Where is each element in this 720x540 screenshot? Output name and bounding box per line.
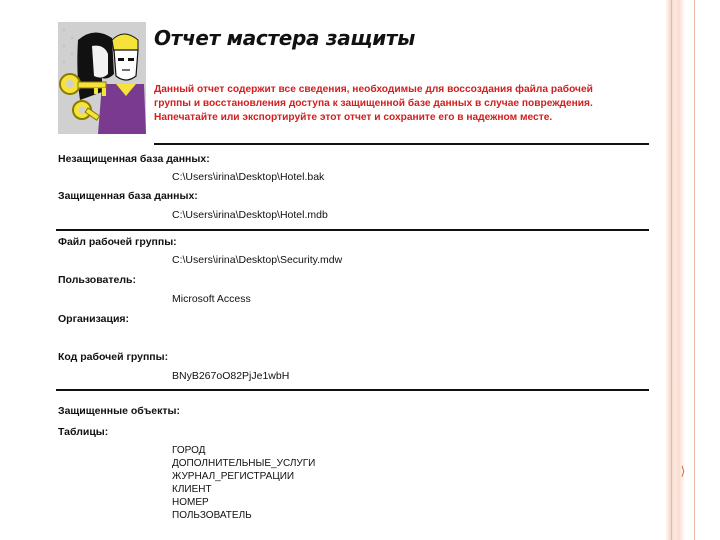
list-item: НОМЕР (172, 497, 209, 508)
secured-db-label: Защищенная база данных: (58, 190, 198, 202)
unsecured-db-label: Незащищенная база данных: (58, 153, 210, 165)
list-item: ГОРОД (172, 445, 206, 456)
security-wizard-logo-icon (58, 22, 146, 134)
workgroup-code-value: BNyB267oO82PjJe1wbH (172, 370, 290, 382)
list-item: ДОПОЛНИТЕЛЬНЫЕ_УСЛУГИ (172, 458, 316, 469)
organization-label: Организация: (58, 313, 130, 325)
tables-list (172, 444, 315, 522)
divider (154, 143, 649, 145)
user-value: Microsoft Access (172, 293, 251, 305)
secured-objects-label: Защищенные объекты: (58, 405, 180, 417)
workgroup-file-value: C:\Users\irina\Desktop\Security.mdw (172, 254, 343, 266)
unsecured-db-value: C:\Users\irina\Desktop\Hotel.bak (172, 171, 325, 183)
divider (56, 389, 649, 391)
list-item: ЖУРНАЛ_РЕГИСТРАЦИИ (172, 471, 295, 482)
workgroup-file-label: Файл рабочей группы: (58, 236, 177, 248)
user-label: Пользователь: (58, 274, 136, 286)
security-wizard-report (56, 20, 652, 540)
slide-frame-border (665, 0, 720, 540)
workgroup-code-label: Код рабочей группы: (58, 351, 169, 363)
frame-line-outer (694, 0, 695, 540)
secured-db-value: C:\Users\irina\Desktop\Hotel.mdb (172, 209, 328, 221)
frame-marker-icon: ⟩ (680, 464, 686, 478)
report-intro-text: Данный отчет содержит все сведения, необходимые для воссоздания файла рабочей группы и восстановления доступа к защищенной базе данных в случае повреждения. Напечатайте или экспортируйте этот отчет и сохраните его в надежном месте. (154, 84, 593, 123)
report-title: Отчет мастера защиты (154, 26, 415, 50)
list-item: КЛИЕНТ (172, 484, 212, 495)
list-item: ПОЛЬЗОВАТЕЛЬ (172, 510, 252, 521)
tables-label: Таблицы: (58, 426, 109, 438)
frame-line-inner (671, 0, 672, 540)
divider (56, 229, 649, 231)
